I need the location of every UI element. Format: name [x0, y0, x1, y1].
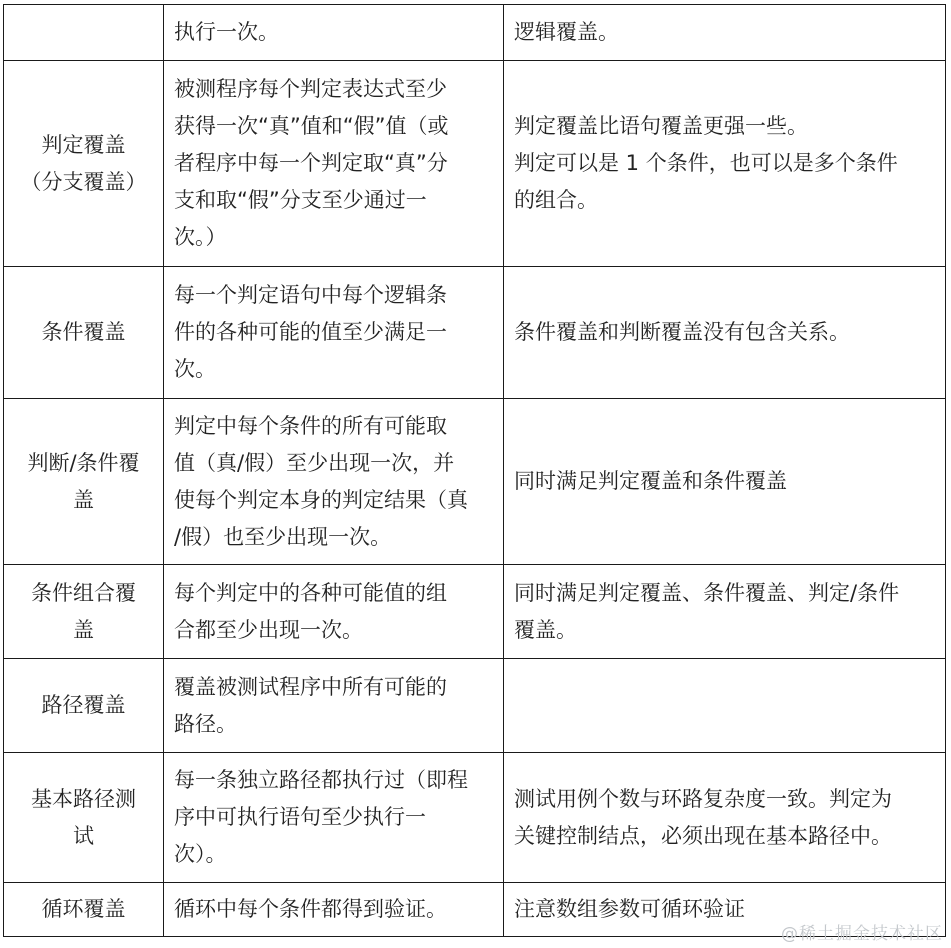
coverage-table: [3, 4, 946, 937]
cell-text-line: 判定中每个条件的所有可能取: [174, 413, 447, 438]
cell-text-line: 执行一次。: [174, 20, 279, 44]
cell-text-line: 循环中每个条件都得到验证。: [174, 897, 447, 921]
coverage-name-cell: [4, 5, 164, 61]
coverage-note-cell: [504, 659, 946, 753]
cell-text-line: 次）。: [174, 842, 227, 866]
cell-text-line: 覆盖。: [514, 617, 577, 642]
cell-text-line: 件的各种可能的值至少满足一: [174, 320, 447, 344]
cell-text-line: 注意数组参数可循环验证: [514, 897, 745, 921]
coverage-name-cell: [4, 659, 164, 753]
table-row: [4, 753, 946, 883]
cell-text-line: 条件覆盖: [41, 320, 126, 344]
cell-text-line: 者程序中每一个判定取“真”分: [174, 151, 448, 175]
cell-text-line: 判断/条件覆: [27, 450, 140, 475]
table-row: [4, 659, 946, 753]
cell-text-line: 试: [73, 823, 94, 848]
cell-text-line: 判定可以是 1 个条件，也可以是多个条件: [514, 151, 898, 175]
coverage-name-cell: [4, 267, 164, 399]
table-row: [4, 565, 946, 659]
cell-text-line: 合都至少出现一次。: [174, 617, 363, 642]
table-row: [4, 61, 946, 267]
cell-text-line: 判定覆盖: [41, 132, 126, 157]
table-row: [4, 5, 946, 61]
coverage-description-cell: [164, 883, 504, 937]
cell-text-line: 逻辑覆盖。: [514, 20, 619, 44]
cell-text-line: 被测程序每个判定表达式至少: [174, 77, 447, 101]
coverage-name-cell: [4, 883, 164, 937]
table-row: [4, 267, 946, 399]
coverage-note-cell: [504, 399, 946, 565]
cell-text-line: 支和取“假”分支至少通过一: [174, 188, 427, 212]
coverage-name-cell: [4, 399, 164, 565]
cell-text-line: 使每个判定本身的判定结果（真: [174, 487, 468, 512]
source-watermark: @稀土掘金技术社区: [781, 924, 943, 944]
coverage-description-cell: [164, 753, 504, 883]
cell-text-line: 每一条独立路径都执行过（即程: [174, 768, 468, 792]
coverage-description-cell: [164, 267, 504, 399]
cell-text-line: /假）也至少出现一次。: [174, 524, 392, 549]
cell-text-line: 盖: [73, 617, 94, 642]
cell-text-line: 关键控制结点，必须出现在基本路径中。: [514, 823, 892, 848]
cell-text-line: 判定覆盖比语句覆盖更强一些。: [514, 114, 808, 138]
cell-text-line: 次。）: [174, 225, 227, 249]
cell-text-line: 同时满足判定覆盖和条件覆盖: [514, 469, 787, 493]
cell-text-line: 测试用例个数与环路复杂度一致。判定为: [514, 786, 892, 811]
table-row: [4, 399, 946, 565]
coverage-description-cell: [164, 399, 504, 565]
cell-text-line: 条件组合覆: [31, 580, 136, 605]
coverage-description-cell: [164, 565, 504, 659]
cell-text-line: 覆盖被测试程序中所有可能的: [174, 674, 447, 699]
coverage-note-cell: [504, 753, 946, 883]
cell-text-line: 路径。: [174, 711, 237, 736]
cell-text-line: 同时满足判定覆盖、条件覆盖、判定/条件: [514, 580, 900, 605]
coverage-name-cell: [4, 565, 164, 659]
coverage-name-cell: [4, 753, 164, 883]
coverage-note-cell: [504, 267, 946, 399]
cell-text-line: 循环覆盖: [41, 897, 126, 921]
coverage-note-cell: [504, 565, 946, 659]
cell-text-line: （分支覆盖）: [20, 169, 147, 194]
cell-text-line: 基本路径测: [31, 786, 136, 811]
coverage-note-cell: [504, 61, 946, 267]
cell-text-line: 每个判定中的各种可能值的组: [174, 580, 447, 605]
coverage-description-cell: [164, 5, 504, 61]
cell-text-line: 序中可执行语句至少执行一: [174, 805, 426, 829]
cell-text-line: 路径覆盖: [41, 693, 126, 717]
cell-text-line: 盖: [73, 487, 94, 512]
cell-text-line: 条件覆盖和判断覆盖没有包含关系。: [514, 320, 850, 344]
coverage-description-cell: [164, 61, 504, 267]
cell-text-line: 获得一次“真”值和“假”值（或: [174, 114, 449, 138]
coverage-description-cell: [164, 659, 504, 753]
coverage-name-cell: [4, 61, 164, 267]
cell-text-line: 每一个判定语句中每个逻辑条: [174, 283, 447, 307]
cell-text-line: 值（真/假）至少出现一次，并: [174, 450, 455, 475]
coverage-note-cell: [504, 5, 946, 61]
cell-text-line: 次。: [174, 357, 216, 381]
cell-text-line: 的组合。: [514, 188, 598, 212]
coverage-table-container: [3, 4, 945, 937]
